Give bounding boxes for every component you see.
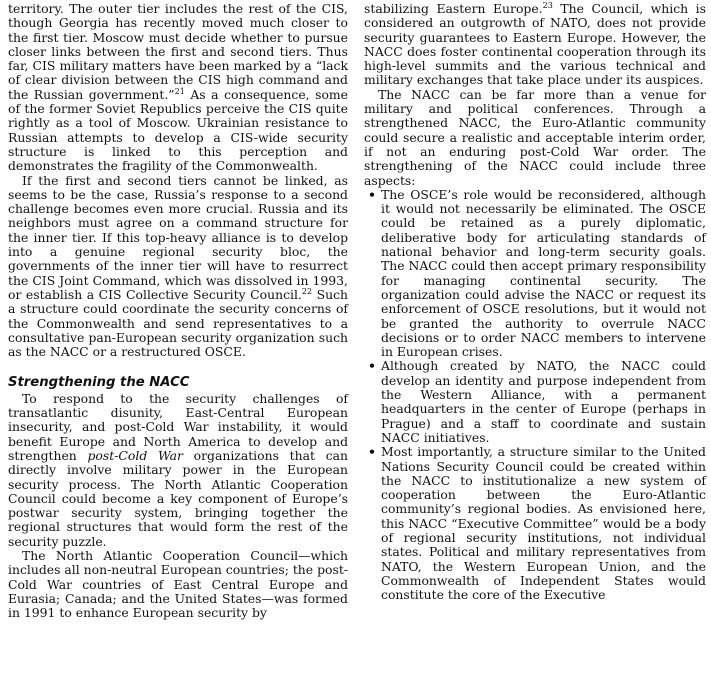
paragraph-nacc-membership: The North Atlantic Cooperation Council—which includes all non-neutral European countries; the post-Cold War countries of East Central Europe and Eurasia; Canada; and the United States—was formed in 1991 to enhance European security by xyxy=(8,547,348,621)
paragraph-stabilizing: stabilizing Eastern Europe.$^{23}$ The Council, which is considered an outgrowth of NATO, does not provide security guarantees to Eastern Europe. However, the NACC does foster continental cooperation through its high-level summits and the various technical and military exchanges that take place under its auspices. xyxy=(364,0,706,88)
section-heading: Strengthening the NACC xyxy=(8,375,190,391)
footnote-ref-21: 21 xyxy=(174,86,185,96)
paragraph-respond-challenges: To respond to the security challenges of transatlantic disunity, East-Central European insecurity, and post-Cold War instability, it would benefit Europe and North America to develop and strengthen post-Cold War organizations that can directly involve military power in the European security process. The North Atlantic Cooperation Council could become a key component of Europe’s postwar security system, bringing together the regional structures that would form the rest of the security puzzle. xyxy=(8,390,349,549)
paragraph-cis-tiers: territory. The outer tier includes the rest of the CIS, though Georgia has recently moved much closer to the first tier. Moscow must decide whether to pursue closer links between the first and second tiers. Thus far, CIS military matters have been marked by a “lack of clear division between the CIS high command and the Russian government.”$^{21}$ As a consequence, some of the former Soviet Republics perceive the CIS quite rightly as a tool of Moscow. Ukrainian resistance to Russian attempts to develop a CIS-wide security structure is linked to this perception and demonstrates the fragility of the Commonwealth. xyxy=(8,1,349,174)
list-item: • Most importantly, a structure similar to the United Nations Security Council could be created within the NACC to institutionalize a new system of cooperation between the Euro-Atlantic community’s regional bodies. As envisioned here, this NACC “Executive Committee” would be a body of regional security institutions, not individual states. Political and military representatives from NATO, the Western European Union, and the Commonwealth of Independent States would constitute the core of the Executive xyxy=(368,444,706,603)
bullet-icon: • xyxy=(368,186,376,202)
paragraph-second-challenge: If the first and second tiers cannot be linked, as seems to be the case, Russia’s response to a second challenge becomes even more crucial. Russia and its neighbors must agree on a command structure for the inner tier. If this top-heavy alliance is to develop into a genuine regional security bloc, the governments of the inner tier will have to resurrect the CIS Joint Command, which was dissolved in 1993, or establish a CIS Collective Security Council.$^{22}$ Such a structure could coordinate the security concerns of the Commonwealth and send representatives to a consultative pan-European security organization such as the NACC or a restructured OSCE. xyxy=(8,172,348,360)
bullet-list xyxy=(364,188,706,603)
emphasis-post-cold-war: post-Cold War xyxy=(87,447,183,463)
right-column xyxy=(364,2,706,602)
footnote-ref-23: 23 xyxy=(542,0,553,10)
bullet-icon: • xyxy=(368,444,376,460)
bullet-icon: • xyxy=(368,358,376,374)
paragraph-nacc-venue: The NACC can be far more than a venue for military and political conferences. Through a strengthened NACC, the Euro-Atlantic community could secure a realistic and acceptable interim order, if not an enduring post-Cold War order. The strengthening of the NACC could include three aspects: xyxy=(364,86,706,188)
list-item: • Although created by NATO, the NACC could develop an identity and purpose independent from the Western Alliance, with a permanent headquarters in the center of Europe (perhaps in Prague) and a staff to coordinate and sustain NACC initiatives. xyxy=(368,358,706,445)
list-item: • The OSCE’s role would be reconsidered, although it would not necessarily be eliminated. The OSCE could be retained as a purely diplomatic, deliberative body for articulating standards of national behavior and long-term security goals. The NACC could then accept primary responsibility for managing continental security. The organization could advise the NACC or request its enforcement of OSCE resolutions, but it would not be granted the authority to overrule NACC decisions or to order NACC members to intervene in European crises. xyxy=(368,186,707,360)
footnote-ref-22: 22 xyxy=(301,286,313,296)
left-column xyxy=(8,2,348,620)
